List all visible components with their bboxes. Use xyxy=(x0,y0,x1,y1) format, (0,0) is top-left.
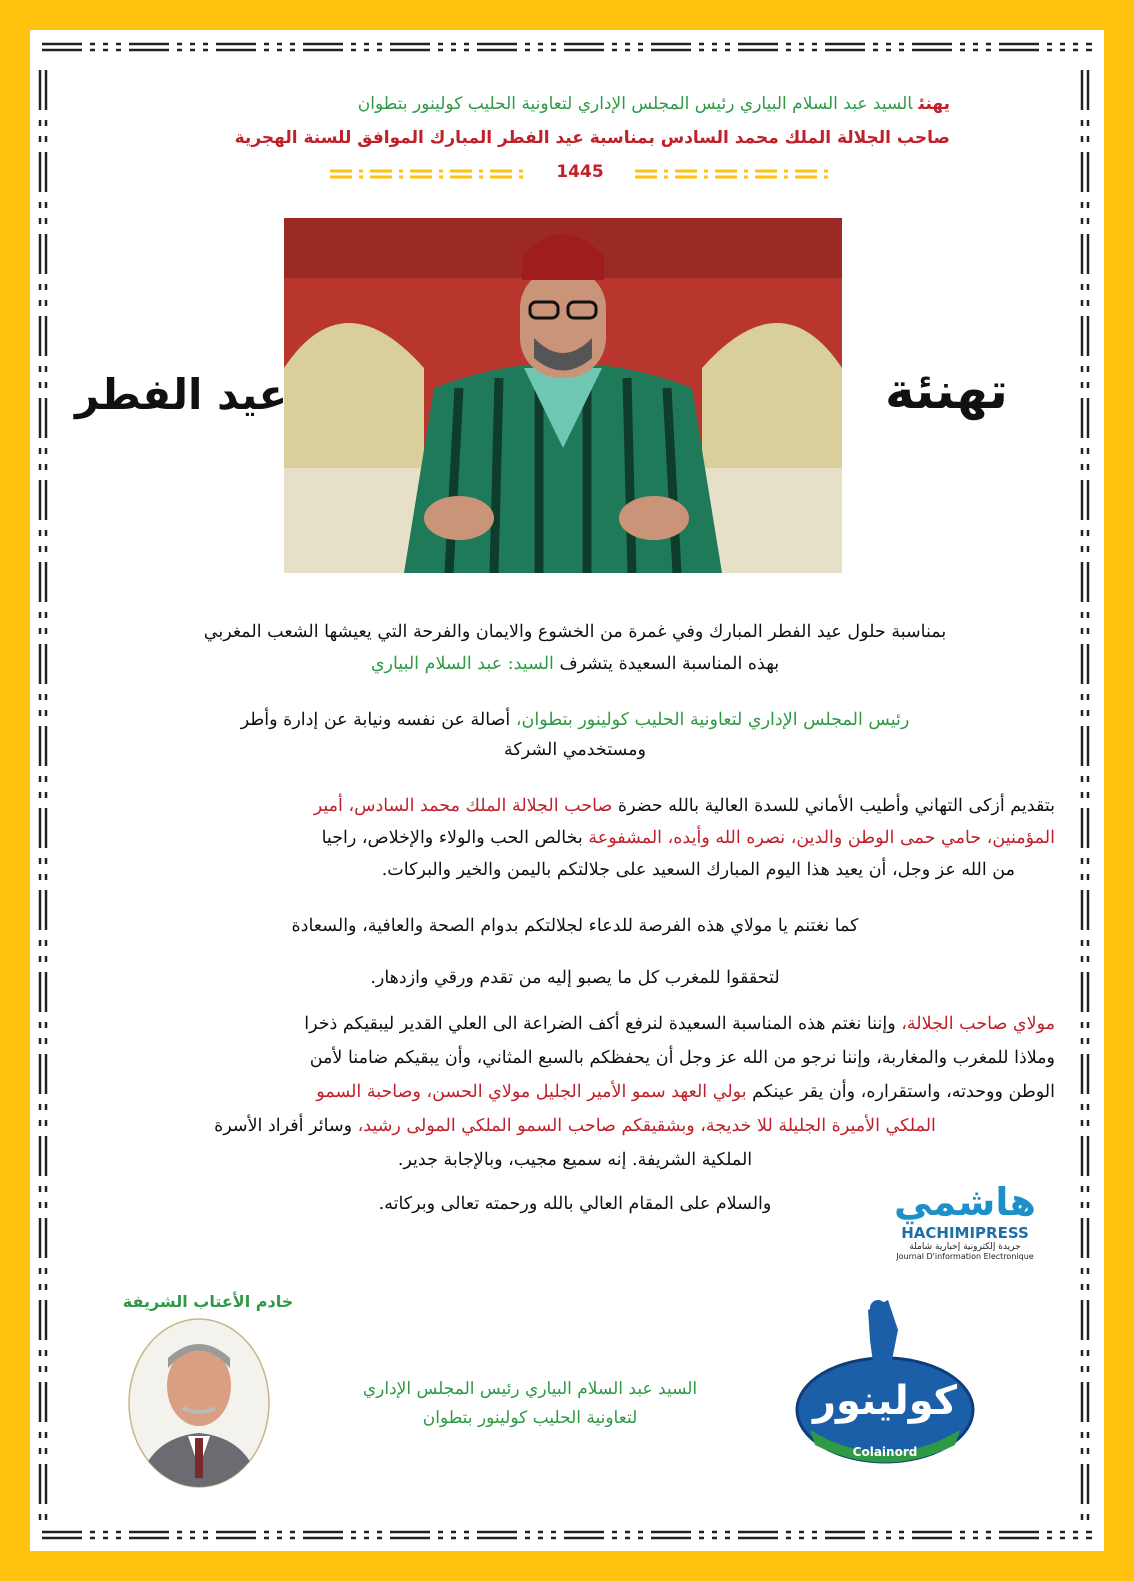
p1-text: بهذه المناسبة السعيدة يتشرف xyxy=(559,654,780,674)
p5-royal-family: الملكي الأميرة الجليلة للا خديجة، وبشقيقكم صاحب السمو الملكي المولى رشيد، xyxy=(357,1116,936,1136)
paragraph-1-line-1: بمناسبة حلول عيد الفطر المبارك وفي غمرة من الخشوع والايمان والفرحة التي يعيشها الشعب المغربي xyxy=(203,622,947,642)
header-congratulates: يهنئ xyxy=(918,94,950,114)
hachimi-press-logo xyxy=(885,1180,1045,1295)
press-latin-subtitle: Journal D'information Electronique xyxy=(896,1252,1034,1261)
sign-line-1: السيد عبد السلام البياري رئيس المجلس الإداري xyxy=(362,1379,698,1399)
p5-text-c: الوطن ووحدته، واستقراره، وأن يقر عينكم xyxy=(752,1082,1055,1102)
president-portrait xyxy=(128,1318,270,1488)
p5-crown-prince: بولي العهد سمو الأمير الجليل مولاي الحسن، وصاحبة السمو xyxy=(316,1082,747,1102)
paragraph-2-line-2: ومستخدمي الشركة xyxy=(504,740,646,760)
p3-king-epithets: المؤمنين، حامي حمى الوطن والدين، نصره الله وأيده، المشفوعة xyxy=(588,828,1055,848)
colainord-logo xyxy=(790,1300,980,1475)
king-photo xyxy=(284,218,842,573)
paragraph-4-line-1: كما نغتنم يا مولاي هذه الفرصة للدعاء لجلالتكم بدوام الصحة والعافية، والسعادة xyxy=(291,916,859,936)
paragraph-1-line-2 xyxy=(95,654,1055,674)
p3-text-a: بتقديم أزكى التهاني وأطيب الأماني للسدة العالية بالله حضرة xyxy=(617,796,1055,816)
signature-block xyxy=(320,1375,740,1433)
closing-line: والسلام على المقام العالي بالله ورحمته تعالى وبركاته. xyxy=(378,1194,772,1214)
servant-label: خادم الأعتاب الشريفة xyxy=(122,1292,294,1311)
paragraph-5-line-2: وملاذا للمغرب والمغاربة، وإننا نرجو من الله عز وجل أن يحفظكم بالسبع المثاني، وأن يبقيكم ضامنا لأمن xyxy=(309,1048,1055,1068)
sign-line-2: لتعاونية الحليب كولينور بتطوان xyxy=(422,1408,638,1428)
title-congratulations: تهنئة xyxy=(885,362,1008,420)
paragraph-5-line-3 xyxy=(95,1082,1055,1102)
p5-address: مولاي صاحب الجلالة، xyxy=(901,1014,1055,1034)
paragraph-5-line-1 xyxy=(95,1014,1055,1034)
logo-arabic-text: كولينور xyxy=(812,1378,958,1424)
press-arabic-name: هاشمي xyxy=(894,1180,1036,1224)
paragraph-3-line-2 xyxy=(95,828,1055,848)
paragraph-3-line-3: من الله عز وجل، أن يعيد هذا اليوم المبارك السعيد على جلالتكم باليمن والخير والبركات. xyxy=(381,860,1015,880)
header-line-1 xyxy=(180,94,950,114)
logo-latin-text: Colainord xyxy=(852,1445,918,1459)
p3-king-title: صاحب الجلالة الملك محمد السادس، أمير xyxy=(313,796,613,816)
greeting-page xyxy=(30,30,1104,1551)
p3-text-b: بخالص الحب والولاء والإخلاص، راجيا xyxy=(321,828,583,848)
header-sender: السيد عبد السلام البياري رئيس المجلس الإداري لتعاونية الحليب كولينور بتطوان xyxy=(357,94,913,114)
paragraph-4-line-2: لتحققوا للمغرب كل ما يصبو إليه من تقدم ورقي وازدهار. xyxy=(370,968,780,988)
p2-text: أصالة عن نفسه ونيابة عن إدارة وأطر xyxy=(240,710,511,730)
title-eid: عيد الفطر xyxy=(75,370,288,419)
header-line-2: صاحب الجلالة الملك محمد السادس بمناسبة عيد الفطر المبارك الموافق للسنة الهجرية xyxy=(234,128,950,148)
year-line xyxy=(330,162,830,186)
press-arabic-subtitle: جريدة إلكترونية إخبارية شاملة xyxy=(909,1242,1021,1252)
p1-sender-name: السيد: عبد السلام البياري xyxy=(370,654,554,674)
paragraph-3-line-1 xyxy=(95,796,1055,816)
hijri-year: 1445 xyxy=(556,162,604,182)
paragraph-5-line-5: الملكية الشريفة. إنه سميع مجيب، وبالإجابة جدير. xyxy=(397,1150,753,1170)
paragraph-5-line-4 xyxy=(95,1116,1055,1136)
press-latin-name: HACHIMIPRESS xyxy=(901,1224,1029,1242)
p2-title: رئيس المجلس الإداري لتعاونية الحليب كولينور بتطوان، xyxy=(515,710,910,730)
p5-text-a: وإننا نغتم هذه المناسبة السعيدة لنرفع أكف الضراعة الى العلي القدير ليبقيكم ذخرا xyxy=(304,1014,896,1034)
paragraph-2-line-1 xyxy=(95,710,1055,730)
p5-text-d: وسائر أفراد الأسرة xyxy=(214,1116,353,1136)
